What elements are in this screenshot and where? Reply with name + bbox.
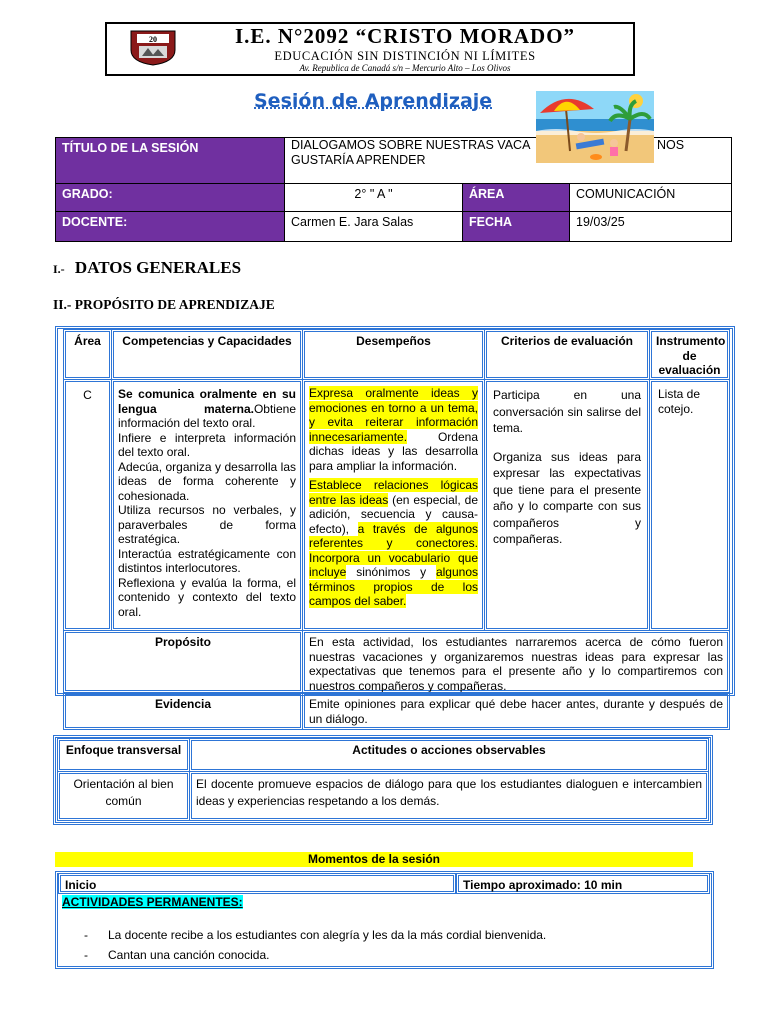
grado-label: GRADO: (62, 187, 113, 201)
criterio-2: Organiza sus ideas para expresar las expectativas que tiene para el presente año y lo comparte con sus compañeros y compañeras. (493, 449, 641, 546)
svg-text:20: 20 (149, 35, 157, 44)
bullet: - (84, 928, 88, 942)
area-value: COMUNICACIÓN (576, 187, 676, 201)
area-label: ÁREA (469, 187, 505, 201)
capacidad-item: Interactúa estratégicamente con distintos interlocutores. (118, 546, 296, 575)
school-crest-logo (128, 28, 178, 66)
evidencia-label: Evidencia (63, 692, 303, 730)
grado-label-cell (55, 183, 285, 212)
capacidad-item: Utiliza recursos no verbales, y paraverbales de forma estratégica. (118, 503, 296, 546)
list-item (84, 948, 270, 962)
enfoque-header: Enfoque transversal (57, 738, 190, 772)
school-motto: EDUCACIÓN SIN DISTINCIÓN NI LÍMITES (274, 49, 536, 63)
grado-value: 2° " A " (354, 187, 393, 201)
header-area: Área (63, 329, 112, 380)
desempeno-2-plain-a: (en especial, de adición, secuencia y causa-efecto), (309, 492, 478, 536)
capacidad-obtiene: Obtiene información del texto oral. (118, 401, 296, 430)
instrumento-value: Lista de cotejo. (658, 387, 701, 416)
competencias-cell (111, 379, 303, 631)
bullet: - (84, 948, 88, 962)
momentos-title: Momentos de la sesión (55, 852, 693, 867)
school-address: Av. Republica de Canadá s/n – Mercurio Alto – Los Olivos (299, 63, 511, 73)
list-item-text: Cantan una canción conocida. (108, 948, 270, 962)
evidencia-text: Emite opiniones para explicar qué debe hacer antes, durante y después de un diálogo. (302, 692, 730, 730)
titulo-value-tail: NOS (657, 138, 685, 152)
fecha-label: FECHA (469, 215, 513, 229)
list-item-text: La docente recibe a los estudiantes con alegría y les da la más cordial bienvenida. (108, 928, 547, 942)
capacidad-item: Adecúa, organiza y desarrolla las ideas de forma coherente y cohesionada. (118, 459, 296, 503)
docente-label-cell (55, 211, 285, 242)
capacidad-item: Infiere e interpreta información del texto oral. (118, 430, 296, 459)
titulo-label: TÍTULO DE LA SESIÓN (62, 141, 199, 155)
proposito-text: En esta actividad, los estudiantes narraremos acerca de cómo fueron nuestras vacaciones y organizaremos nuestras ideas para expresar las expectativas que tenemos para el presente año y lo compartiremos con nuestros compañeros y compañeras. (302, 630, 730, 693)
fecha-value: 19/03/25 (576, 215, 625, 229)
grado-value-cell (284, 183, 463, 212)
actividades-permanentes-label: ACTIVIDADES PERMANENTES: (62, 895, 243, 909)
beach-illustration (536, 91, 654, 163)
header-desempenos: Desempeños (302, 329, 485, 380)
docente-value: Carmen E. Jara Salas (291, 215, 414, 229)
proposito-label: Propósito (63, 630, 303, 693)
tiempo-label: Tiempo aproximado: 10 min (456, 873, 710, 894)
section-1-title: DATOS GENERALES (74, 258, 242, 277)
titulo-value-line2: GUSTARÍA APRENDER (291, 153, 426, 167)
header-instrumento: Instrumento de evaluación (649, 329, 730, 380)
titulo-label-cell (55, 137, 285, 184)
fecha-value-cell (569, 211, 732, 242)
competencia-title: Se comunica oralmente en su lengua materna. (118, 387, 296, 416)
criterios-cell (484, 379, 650, 631)
docente-label: DOCENTE: (62, 215, 128, 229)
instrumento-cell (649, 379, 730, 631)
inicio-label: Inicio (58, 873, 456, 894)
criterio-1: Participa en una conversación sin salirse del tema. (493, 388, 641, 435)
desempenos-cell (302, 379, 485, 631)
header-criterios: Criterios de evaluación (484, 329, 650, 380)
section-1-number: I.- (53, 262, 65, 276)
titulo-value-cell (284, 137, 732, 184)
enfoque-value: Orientación al bien común (57, 771, 190, 821)
area-cell (63, 379, 112, 631)
titulo-value: DIALOGAMOS SOBRE NUESTRAS VACA (291, 138, 531, 152)
desempeno-1-highlight: Expresa oralmente ideas y emociones en torno a un tema, y evita reiterar información innecesariamente. (309, 386, 478, 444)
desempeno-2-highlight-b: a través de algunos referentes y conectores. Incorpora un vocabulario que incluye (309, 521, 478, 579)
actitudes-header: Actitudes o acciones observables (189, 738, 709, 772)
document-title: Sesión de Aprendizaje (254, 90, 493, 112)
actitud-value: El docente promueve espacios de diálogo para que los estudiantes dialoguen e intercambien ideas y experiencias respetando a los demás. (189, 771, 709, 821)
section-1-heading (53, 258, 241, 278)
area-value: C (83, 388, 92, 402)
fecha-label-cell (462, 211, 570, 242)
actividades-permanentes-heading (62, 895, 243, 909)
desempeno-2-highlight-c: algunos términos propios de los campos del saber. (309, 565, 478, 608)
desempeno-2-highlight-a: Establece relaciones lógicas entre las ideas (309, 478, 478, 507)
area-value-cell (569, 183, 732, 212)
area-label-cell (462, 183, 570, 212)
header-competencias: Competencias y Capacidades (111, 329, 303, 380)
list-item (84, 928, 547, 942)
docente-value-cell (284, 211, 463, 242)
school-name: I.E. N°2092 “CRISTO MORADO” (234, 24, 576, 48)
desempeno-1-rest: Ordena dichas ideas y las desarrolla para ampliar la información. (309, 429, 478, 473)
capacidad-item: Reflexiona y evalúa la forma, el contenido y contexto del texto oral. (118, 575, 296, 619)
desempeno-2-plain-b: sinónimos y (356, 565, 427, 579)
section-2-heading: II.- PROPÓSITO DE APRENDIZAJE (53, 297, 275, 312)
